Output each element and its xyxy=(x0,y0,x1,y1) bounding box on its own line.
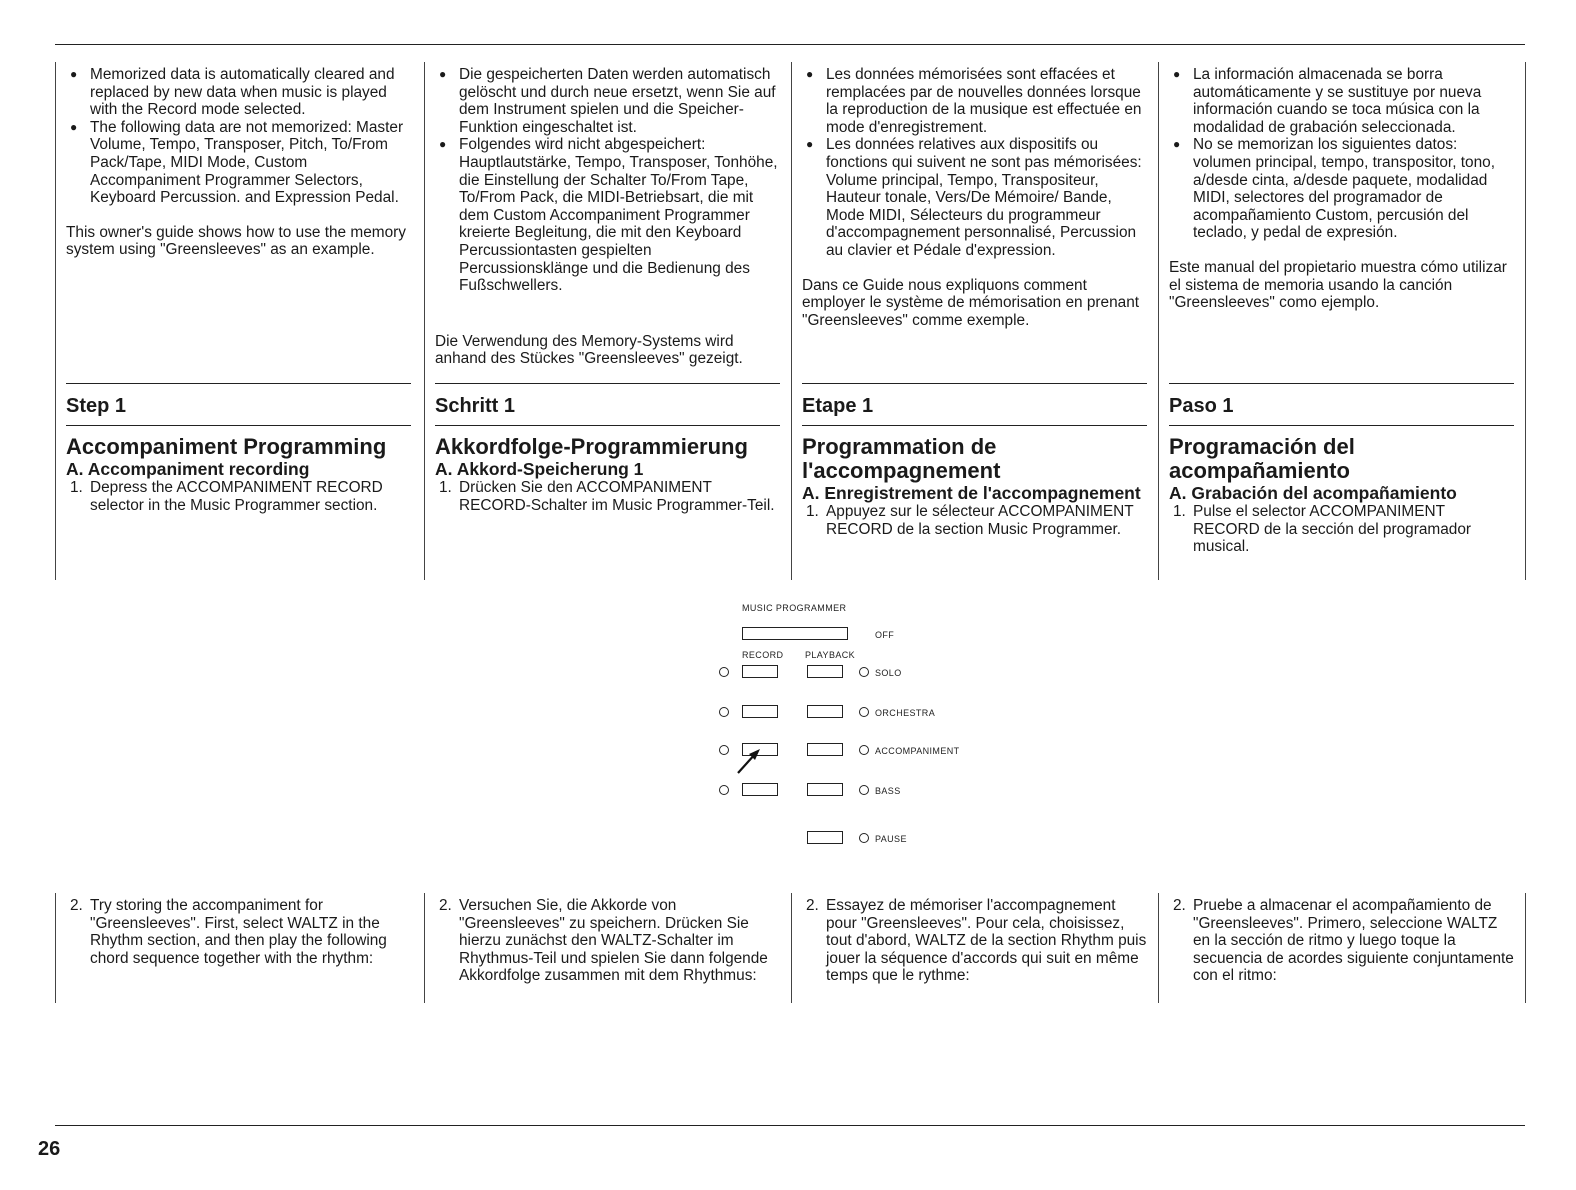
english-paragraph: This owner's guide shows how to use the memory system using "Greensleeves" as an example. xyxy=(66,223,406,259)
french-paragraph: Dans ce Guide nous expliquons comment employer le système de mémorisation en prenant "Greensleeves" comme exemple. xyxy=(802,276,1140,329)
german-bullet: ● Folgendes wird nicht abgespeichert: Hauptlautstärke, Tempo, Transposer, Tonhöhe, die Einstellung der Schalter To/From Tape, To/From Pack, die MIDI-Betriebsart, die mit dem Custom Accompaniment Programmer kreierte Begleitung, die mit den Keyboard Percussiontasten gespielten Percussionsklänge und die Bedienung des Fußschwellers. xyxy=(435,136,780,294)
spanish-item-1-text: Pulse el selector ACCOMPANIMENT RECORD de la sección del programador musical. xyxy=(1193,503,1472,556)
english-bullet: ● Memorized data is automatically cleared and replaced by new data when music is played with the Record mode selected. xyxy=(66,66,411,119)
french-item-1-text: Appuyez sur le sélecteur ACCOMPANIMENT RECORD de la section Music Programmer. xyxy=(826,503,1134,538)
playback-orchestra-led xyxy=(859,707,869,717)
record-orchestra-switch[interactable] xyxy=(742,705,778,718)
orchestra-label: ORCHESTRA xyxy=(875,708,936,718)
english-item-2-text: Try storing the accompaniment for "Greensleeves". First, select WALTZ in the Rhythm section, and then play the following chord sequence together with the rhythm: xyxy=(90,897,387,967)
record-solo-led xyxy=(719,667,729,677)
playback-column-label: PLAYBACK xyxy=(805,650,856,660)
english-item-2-number: 2. xyxy=(70,897,83,914)
playback-solo-led xyxy=(859,667,869,677)
english-heading: Accompaniment Programming xyxy=(66,434,387,459)
english-item-1-number: 1. xyxy=(70,479,83,496)
spanish-bullet: ● No se memorizan los siguientes datos: volumen principal, tempo, transpositor, tono, a/desde cinta, a/desde paquete, modalidad MIDI, selectores del programador de acompañamiento Custom, percusión del teclado, y pedal de expresión. xyxy=(1169,136,1514,242)
german-step-label: Schritt 1 xyxy=(435,383,780,426)
playback-accompaniment-switch[interactable] xyxy=(807,743,843,756)
french-subheading: A. Enregistrement de l'accompagnement xyxy=(802,483,1141,503)
spanish-subheading: A. Grabación del acompañamiento xyxy=(1169,483,1457,503)
german-paragraph: Die Verwendung des Memory-Systems wird anhand des Stückes "Greensleeves" gezeigt. xyxy=(435,332,743,368)
english-bullet: ● The following data are not memorized: Master Volume, Tempo, Transposer, Pitch, To/From Pack/Tape, MIDI Mode, Custom Accompaniment Programmer Selectors, Keyboard Percussion. and Expression Pedal. xyxy=(66,119,411,207)
english-item-1-text: Depress the ACCOMPANIMENT RECORD selector in the Music Programmer section. xyxy=(90,479,383,514)
german-item-1-text: Drücken Sie den ACCOMPANIMENT RECORD-Schalter im Music Programmer-Teil. xyxy=(459,479,775,514)
record-accompaniment-led xyxy=(719,745,729,755)
music-programmer-title: MUSIC PROGRAMMER xyxy=(742,603,847,613)
playback-bass-led xyxy=(859,785,869,795)
french-bullet: ● Les données mémorisées sont effacées et remplacées par de nouvelles données lorsque la reproduction de la musique est effectuée en mode d'enregistrement. xyxy=(802,66,1147,136)
record-solo-switch[interactable] xyxy=(742,665,778,678)
german-item-2-number: 2. xyxy=(439,897,452,914)
page-number: 26 xyxy=(38,1138,61,1160)
spanish-bullet: ● La información almacenada se borra automáticamente y se sustituye por nueva información cuando se toca música con la modalidad de grabación seleccionada. xyxy=(1169,66,1514,136)
german-item-2-text: Versuchen Sie, die Akkorde von "Greensleeves" zu speichern. Drücken Sie hierzu zunächst den WALTZ-Schalter im Rhythmus-Teil und spielen Sie dann folgende Akkordfolge zusammen mit dem Rhythmus: xyxy=(459,897,768,985)
record-bass-led xyxy=(719,785,729,795)
spanish-heading: Programación del acompañamiento xyxy=(1169,434,1355,483)
spanish-item-2-number: 2. xyxy=(1173,897,1186,914)
german-subheading: A. Akkord-Speicherung 1 xyxy=(435,459,644,479)
playback-accompaniment-led xyxy=(859,745,869,755)
german-heading: Akkordfolge-Programmierung xyxy=(435,434,748,459)
record-column-label: RECORD xyxy=(742,650,784,660)
german-bullet: ● Die gespeicherten Daten werden automatisch gelöscht und durch neue ersetzt, wenn Sie auf dem Instrument spielen und die Speicher-Funktion eingeschaltet ist. xyxy=(435,66,780,136)
spanish-item-2-text: Pruebe a almacenar el acompañamiento de "Greensleeves". Primero, seleccione WALTZ en la sección de ritmo y luego toque la secuencia de acordes siguiente conjuntamente con el ritmo: xyxy=(1193,897,1514,985)
pause-led xyxy=(859,833,869,843)
french-bullet: ● Les données relatives aux dispositifs ou fonctions qui suivent ne sont pas mémorisées: Volume principal, Tempo, Transpositeur, Hauteur tonale, Vers/De Mémoire/ Bande, Mode MIDI, Sélecteurs du programmeur d'accompagnement personnalisé, Percussion au clavier et Pédale d'expression. xyxy=(802,136,1147,259)
english-step-label: Step 1 xyxy=(66,383,411,426)
pause-switch[interactable] xyxy=(807,831,843,844)
press-arrow-icon xyxy=(734,746,764,776)
record-orchestra-led xyxy=(719,707,729,717)
bass-label: BASS xyxy=(875,786,901,796)
playback-orchestra-switch[interactable] xyxy=(807,705,843,718)
spanish-step-label: Paso 1 xyxy=(1169,383,1514,426)
record-bass-switch[interactable] xyxy=(742,783,778,796)
playback-solo-switch[interactable] xyxy=(807,665,843,678)
spanish-item-1-number: 1. xyxy=(1173,503,1186,520)
playback-bass-switch[interactable] xyxy=(807,783,843,796)
off-switch[interactable] xyxy=(742,627,848,640)
spanish-paragraph: Este manual del propietario muestra cómo utilizar el sistema de memoria usando la canción "Greensleeves" como ejemplo. xyxy=(1169,258,1507,312)
french-item-2-number: 2. xyxy=(806,897,819,914)
off-label: OFF xyxy=(875,630,895,640)
french-step-label: Etape 1 xyxy=(802,383,1147,426)
english-subheading: A. Accompaniment recording xyxy=(66,459,310,479)
german-item-1-number: 1. xyxy=(439,479,452,496)
french-heading: Programmation de l'accompagnement xyxy=(802,434,1001,483)
accompaniment-label: ACCOMPANIMENT xyxy=(875,746,960,756)
french-item-2-text: Essayez de mémoriser l'accompagnement pour "Greensleeves". Pour cela, choisissez, tout d'abord, WALTZ de la section Rhythm puis jouer la séquence d'accords qui suit en même temps que le rythme: xyxy=(826,897,1147,985)
french-item-1-number: 1. xyxy=(806,503,819,520)
pause-label: PAUSE xyxy=(875,834,907,844)
solo-label: SOLO xyxy=(875,668,902,678)
